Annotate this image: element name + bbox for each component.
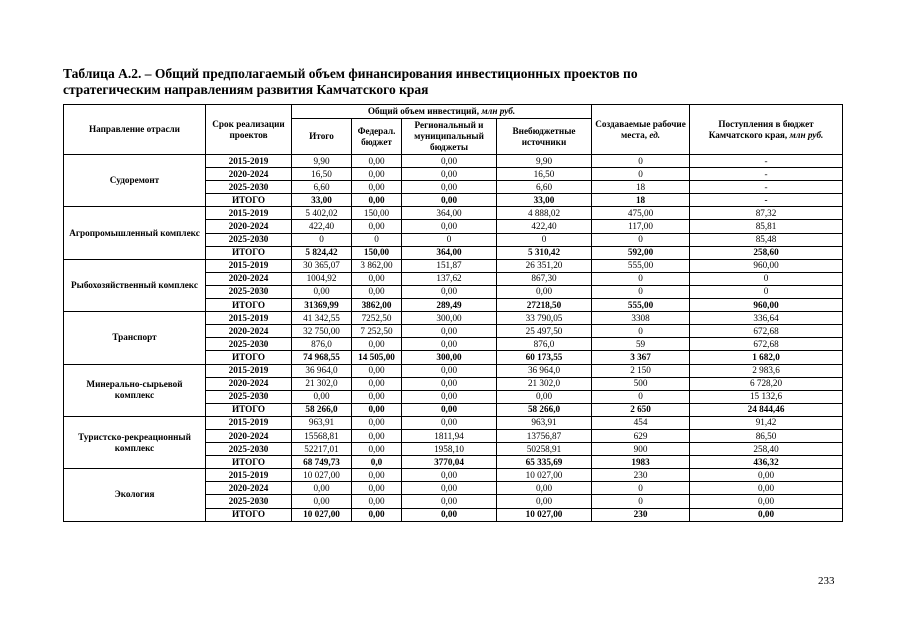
- value-cell: 0: [592, 390, 690, 403]
- value-cell: 230: [592, 508, 690, 521]
- value-cell: 32 750,00: [292, 325, 352, 338]
- value-cell: 0,00: [402, 508, 497, 521]
- value-cell: 0,00: [352, 377, 402, 390]
- period-cell: ИТОГО: [206, 299, 292, 312]
- value-cell: 0,00: [352, 220, 402, 233]
- value-cell: 960,00: [690, 299, 843, 312]
- table-row: [64, 364, 843, 377]
- value-cell: 10 027,00: [292, 508, 352, 521]
- period-cell: 2015-2019: [206, 364, 292, 377]
- value-cell: 0,00: [690, 508, 843, 521]
- period-cell: ИТОГО: [206, 351, 292, 364]
- value-cell: 1004,92: [292, 272, 352, 285]
- header-revenue: [690, 105, 843, 155]
- value-cell: 289,49: [402, 299, 497, 312]
- header-investment-unit: млн руб.: [481, 106, 516, 116]
- value-cell: 0: [402, 233, 497, 246]
- value-cell: 9,90: [292, 155, 352, 168]
- value-cell: 0: [592, 168, 690, 181]
- value-cell: 555,00: [592, 259, 690, 272]
- direction-cell: Минерально-сырьевой комплекс: [64, 364, 206, 416]
- value-cell: 0,00: [402, 194, 497, 207]
- period-cell: ИТОГО: [206, 246, 292, 259]
- value-cell: 3 862,00: [352, 259, 402, 272]
- value-cell: 25 497,50: [497, 325, 592, 338]
- direction-cell: Агропромышленный комплекс: [64, 207, 206, 259]
- value-cell: 0: [592, 482, 690, 495]
- value-cell: 0,00: [352, 285, 402, 298]
- value-cell: 150,00: [352, 246, 402, 259]
- value-cell: 0,00: [352, 272, 402, 285]
- value-cell: 18: [592, 194, 690, 207]
- value-cell: 5 402,02: [292, 207, 352, 220]
- value-cell: 0,00: [402, 325, 497, 338]
- value-cell: 0,00: [402, 377, 497, 390]
- value-cell: 0,00: [402, 416, 497, 429]
- value-cell: 87,32: [690, 207, 843, 220]
- value-cell: 0,00: [352, 155, 402, 168]
- header-direction: Направление отрасли: [64, 105, 206, 155]
- value-cell: -: [690, 181, 843, 194]
- value-cell: 2 150: [592, 364, 690, 377]
- period-cell: ИТОГО: [206, 508, 292, 521]
- header-federal: Федерал. бюджет: [352, 119, 402, 155]
- value-cell: 0,00: [402, 220, 497, 233]
- direction-cell: Рыбохозяйственный комплекс: [64, 259, 206, 311]
- value-cell: 13756,87: [497, 429, 592, 442]
- value-cell: 117,00: [592, 220, 690, 233]
- period-cell: 2015-2019: [206, 416, 292, 429]
- value-cell: 59: [592, 338, 690, 351]
- value-cell: 0,00: [352, 194, 402, 207]
- value-cell: 58 266,0: [292, 403, 352, 416]
- value-cell: 0,00: [402, 390, 497, 403]
- value-cell: 0: [690, 285, 843, 298]
- header-period: Срок реализации проектов: [206, 105, 292, 155]
- value-cell: 0: [592, 495, 690, 508]
- value-cell: 0,00: [352, 181, 402, 194]
- value-cell: -: [690, 194, 843, 207]
- value-cell: 876,0: [292, 338, 352, 351]
- period-cell: 2025-2030: [206, 495, 292, 508]
- value-cell: 65 335,69: [497, 456, 592, 469]
- value-cell: 86,50: [690, 429, 843, 442]
- table-row: [64, 416, 843, 429]
- value-cell: 6,60: [497, 181, 592, 194]
- value-cell: 0,00: [352, 469, 402, 482]
- direction-cell: Транспорт: [64, 312, 206, 364]
- value-cell: 0,00: [402, 181, 497, 194]
- value-cell: 258,60: [690, 246, 843, 259]
- value-cell: 68 749,73: [292, 456, 352, 469]
- table-body: [64, 155, 843, 522]
- value-cell: 0,00: [402, 403, 497, 416]
- value-cell: 960,00: [690, 259, 843, 272]
- header-jobs-label: Создаваемые рабочие места,: [595, 118, 686, 140]
- value-cell: 30 365,07: [292, 259, 352, 272]
- value-cell: 1983: [592, 456, 690, 469]
- value-cell: 21 302,0: [292, 377, 352, 390]
- value-cell: 0,00: [352, 495, 402, 508]
- value-cell: 0: [592, 285, 690, 298]
- value-cell: 0,00: [402, 495, 497, 508]
- value-cell: 0: [292, 233, 352, 246]
- investment-table: [63, 104, 843, 522]
- value-cell: 300,00: [402, 351, 497, 364]
- value-cell: 0,00: [352, 429, 402, 442]
- value-cell: 422,40: [497, 220, 592, 233]
- caption-line-2: стратегическим направлениям развития Камчатского края: [63, 82, 429, 97]
- value-cell: 85,48: [690, 233, 843, 246]
- period-cell: 2025-2030: [206, 443, 292, 456]
- value-cell: 0,00: [352, 168, 402, 181]
- value-cell: 27218,50: [497, 299, 592, 312]
- header-investment-label: Общий объем инвестиций,: [367, 106, 480, 116]
- value-cell: 0: [592, 325, 690, 338]
- value-cell: 50258,91: [497, 443, 592, 456]
- value-cell: 151,87: [402, 259, 497, 272]
- period-cell: 2025-2030: [206, 390, 292, 403]
- value-cell: 31369,99: [292, 299, 352, 312]
- value-cell: 15568,81: [292, 429, 352, 442]
- value-cell: 867,30: [497, 272, 592, 285]
- value-cell: 21 302,0: [497, 377, 592, 390]
- value-cell: 454: [592, 416, 690, 429]
- value-cell: 2 983,6: [690, 364, 843, 377]
- period-cell: 2020-2024: [206, 272, 292, 285]
- period-cell: 2020-2024: [206, 220, 292, 233]
- value-cell: 0,00: [352, 416, 402, 429]
- header-total: Итого: [292, 119, 352, 155]
- value-cell: -: [690, 155, 843, 168]
- value-cell: 3770,04: [402, 456, 497, 469]
- period-cell: ИТОГО: [206, 403, 292, 416]
- period-cell: 2015-2019: [206, 207, 292, 220]
- value-cell: -: [690, 168, 843, 181]
- value-cell: 0,00: [402, 155, 497, 168]
- value-cell: 3308: [592, 312, 690, 325]
- caption-line-1: Таблица А.2. – Общий предполагаемый объем финансирования инвестиционных проектов по: [63, 66, 638, 81]
- value-cell: 24 844,46: [690, 403, 843, 416]
- value-cell: 0,00: [352, 390, 402, 403]
- value-cell: 0: [690, 272, 843, 285]
- value-cell: 0,00: [352, 403, 402, 416]
- value-cell: 672,68: [690, 325, 843, 338]
- value-cell: 15 132,6: [690, 390, 843, 403]
- value-cell: 300,00: [402, 312, 497, 325]
- value-cell: 10 027,00: [497, 508, 592, 521]
- value-cell: 150,00: [352, 207, 402, 220]
- value-cell: 10 027,00: [292, 469, 352, 482]
- value-cell: 0,00: [402, 482, 497, 495]
- value-cell: 592,00: [592, 246, 690, 259]
- value-cell: 16,50: [497, 168, 592, 181]
- header-jobs-unit: ед.: [649, 129, 661, 140]
- period-cell: 2025-2030: [206, 285, 292, 298]
- page-number: 233: [818, 575, 835, 587]
- value-cell: 230: [592, 469, 690, 482]
- value-cell: 7252,50: [352, 312, 402, 325]
- value-cell: 36 964,0: [292, 364, 352, 377]
- value-cell: 18: [592, 181, 690, 194]
- period-cell: ИТОГО: [206, 194, 292, 207]
- period-cell: 2020-2024: [206, 377, 292, 390]
- value-cell: 0: [352, 233, 402, 246]
- value-cell: 672,68: [690, 338, 843, 351]
- table-row: [64, 312, 843, 325]
- value-cell: 436,32: [690, 456, 843, 469]
- value-cell: 0,00: [352, 482, 402, 495]
- period-cell: 2025-2030: [206, 233, 292, 246]
- value-cell: 0,00: [497, 482, 592, 495]
- value-cell: 33,00: [292, 194, 352, 207]
- value-cell: 555,00: [592, 299, 690, 312]
- period-cell: 2020-2024: [206, 325, 292, 338]
- value-cell: 5 824,42: [292, 246, 352, 259]
- value-cell: 0,0: [352, 456, 402, 469]
- period-cell: 2025-2030: [206, 181, 292, 194]
- direction-cell: Туристско-рекреационный комплекс: [64, 416, 206, 468]
- value-cell: 0,00: [402, 285, 497, 298]
- value-cell: 0,00: [497, 285, 592, 298]
- value-cell: 0,00: [497, 495, 592, 508]
- value-cell: 963,91: [292, 416, 352, 429]
- value-cell: 1 682,0: [690, 351, 843, 364]
- value-cell: 0,00: [292, 482, 352, 495]
- header-investment-group: [292, 105, 592, 119]
- value-cell: 0,00: [402, 168, 497, 181]
- table-row: [64, 207, 843, 220]
- value-cell: 85,81: [690, 220, 843, 233]
- value-cell: 0,00: [352, 364, 402, 377]
- value-cell: 0,00: [690, 495, 843, 508]
- value-cell: 336,64: [690, 312, 843, 325]
- value-cell: 1811,94: [402, 429, 497, 442]
- value-cell: 58 266,0: [497, 403, 592, 416]
- value-cell: 0: [592, 233, 690, 246]
- period-cell: 2015-2019: [206, 469, 292, 482]
- period-cell: 2015-2019: [206, 259, 292, 272]
- value-cell: 33 790,05: [497, 312, 592, 325]
- period-cell: 2015-2019: [206, 155, 292, 168]
- table-row: [64, 469, 843, 482]
- value-cell: 3 367: [592, 351, 690, 364]
- value-cell: 7 252,50: [352, 325, 402, 338]
- period-cell: 2020-2024: [206, 168, 292, 181]
- direction-cell: Экология: [64, 469, 206, 521]
- table-caption: [63, 66, 843, 98]
- value-cell: 629: [592, 429, 690, 442]
- value-cell: 41 342,55: [292, 312, 352, 325]
- period-cell: ИТОГО: [206, 456, 292, 469]
- value-cell: 1958,10: [402, 443, 497, 456]
- value-cell: 0,00: [690, 469, 843, 482]
- table-row: [64, 155, 843, 168]
- value-cell: 0: [497, 233, 592, 246]
- value-cell: 6 728,20: [690, 377, 843, 390]
- value-cell: 36 964,0: [497, 364, 592, 377]
- period-cell: 2025-2030: [206, 338, 292, 351]
- value-cell: 52217,01: [292, 443, 352, 456]
- header-extra: Внебюджетные источники: [497, 119, 592, 155]
- value-cell: 137,62: [402, 272, 497, 285]
- value-cell: 4 888,02: [497, 207, 592, 220]
- header-revenue-unit: млн руб.: [789, 129, 824, 140]
- value-cell: 876,0: [497, 338, 592, 351]
- value-cell: 422,40: [292, 220, 352, 233]
- table-row: [64, 259, 843, 272]
- value-cell: 60 173,55: [497, 351, 592, 364]
- value-cell: 963,91: [497, 416, 592, 429]
- header-revenue-label: Поступления в бюджет Камчатского края,: [708, 118, 814, 140]
- value-cell: 74 968,55: [292, 351, 352, 364]
- value-cell: 0: [592, 272, 690, 285]
- value-cell: 14 505,00: [352, 351, 402, 364]
- value-cell: 6,60: [292, 181, 352, 194]
- value-cell: 0,00: [292, 285, 352, 298]
- value-cell: 33,00: [497, 194, 592, 207]
- value-cell: 0,00: [690, 482, 843, 495]
- value-cell: 9,90: [497, 155, 592, 168]
- value-cell: 0,00: [402, 338, 497, 351]
- value-cell: 3862,00: [352, 299, 402, 312]
- value-cell: 26 351,20: [497, 259, 592, 272]
- value-cell: 0,00: [352, 338, 402, 351]
- value-cell: 900: [592, 443, 690, 456]
- period-cell: 2020-2024: [206, 482, 292, 495]
- value-cell: 5 310,42: [497, 246, 592, 259]
- value-cell: 0,00: [292, 390, 352, 403]
- value-cell: 10 027,00: [497, 469, 592, 482]
- value-cell: 0,00: [292, 495, 352, 508]
- value-cell: 0,00: [352, 443, 402, 456]
- value-cell: 364,00: [402, 207, 497, 220]
- value-cell: 364,00: [402, 246, 497, 259]
- value-cell: 475,00: [592, 207, 690, 220]
- value-cell: 0,00: [402, 364, 497, 377]
- period-cell: 2015-2019: [206, 312, 292, 325]
- value-cell: 91,42: [690, 416, 843, 429]
- value-cell: 2 650: [592, 403, 690, 416]
- value-cell: 16,50: [292, 168, 352, 181]
- period-cell: 2020-2024: [206, 429, 292, 442]
- value-cell: 0,00: [352, 508, 402, 521]
- value-cell: 0: [592, 155, 690, 168]
- value-cell: 258,40: [690, 443, 843, 456]
- direction-cell: Судоремонт: [64, 155, 206, 207]
- value-cell: 0,00: [402, 469, 497, 482]
- header-jobs: [592, 105, 690, 155]
- header-regional: Региональный и муниципальный бюджеты: [402, 119, 497, 155]
- value-cell: 0,00: [497, 390, 592, 403]
- value-cell: 500: [592, 377, 690, 390]
